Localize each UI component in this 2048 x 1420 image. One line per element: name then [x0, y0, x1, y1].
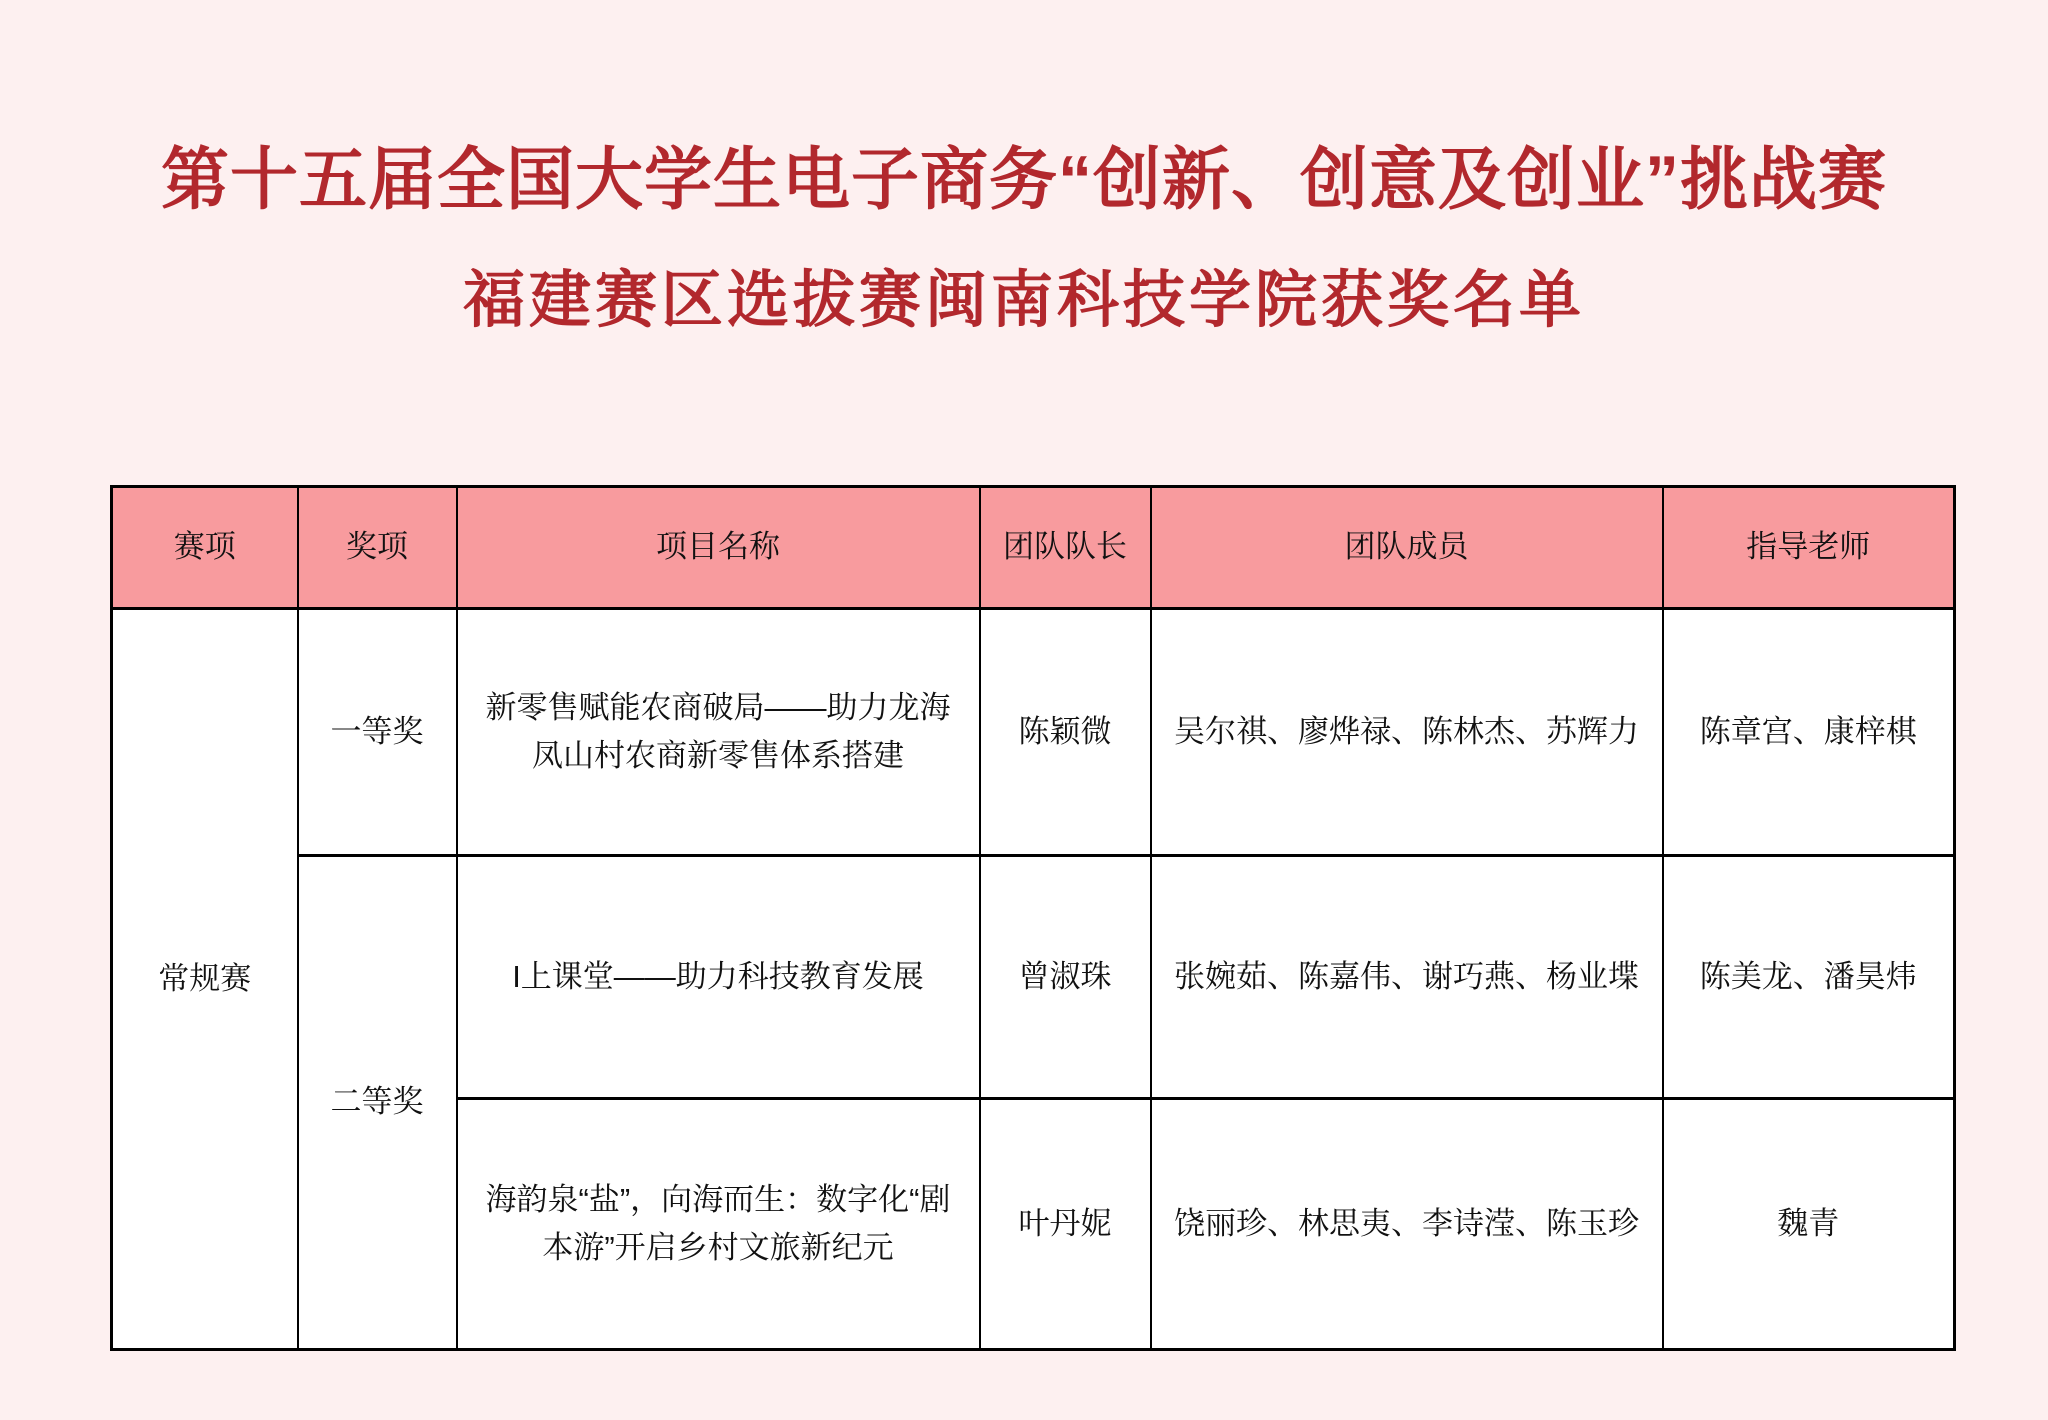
cell-competition: 常规赛 [112, 609, 298, 1350]
header-cell-leader: 团队队长 [980, 487, 1151, 609]
header-cell-members: 团队成员 [1151, 487, 1663, 609]
cell-teachers: 陈章宫、康梓棋 [1663, 609, 1955, 856]
cell-leader: 叶丹妮 [980, 1099, 1151, 1350]
cell-leader: 陈颖微 [980, 609, 1151, 856]
cell-teachers: 陈美龙、潘昊炜 [1663, 856, 1955, 1099]
page-title-line-1: 第十五届全国大学生电子商务“创新、创意及创业”挑战赛 [160, 142, 1887, 218]
cell-members: 饶丽珍、林思夷、李诗滢、陈玉珍 [1151, 1099, 1663, 1350]
header-cell-competition: 赛项 [112, 487, 298, 609]
awards-table [110, 485, 1956, 1351]
cell-project: 新零售赋能农商破局——助力龙海凤山村农商新零售体系搭建 [457, 609, 980, 856]
table-row [112, 856, 1955, 1099]
page-title-line-2: 福建赛区选拔赛闽南科技学院获奖名单 [462, 266, 1585, 335]
cell-award-first-prize: 一等奖 [298, 609, 457, 856]
table-header-row [112, 487, 1955, 609]
cell-leader: 曾淑珠 [980, 856, 1151, 1099]
header-cell-teachers: 指导老师 [1663, 487, 1955, 609]
cell-project: 海韵泉“盐”，向海而生：数字化“剧本游”开启乡村文旅新纪元 [457, 1099, 980, 1350]
table-row [112, 609, 1955, 856]
cell-project: I上课堂——助力科技教育发展 [457, 856, 980, 1099]
cell-teachers: 魏青 [1663, 1099, 1955, 1350]
cell-members: 吴尔祺、廖烨禄、陈林杰、苏辉力 [1151, 609, 1663, 856]
header-cell-project: 项目名称 [457, 487, 980, 609]
header-cell-award: 奖项 [298, 487, 457, 609]
cell-award-second-prize: 二等奖 [298, 856, 457, 1350]
cell-members: 张婉茹、陈嘉伟、谢巧燕、杨业堞 [1151, 856, 1663, 1099]
